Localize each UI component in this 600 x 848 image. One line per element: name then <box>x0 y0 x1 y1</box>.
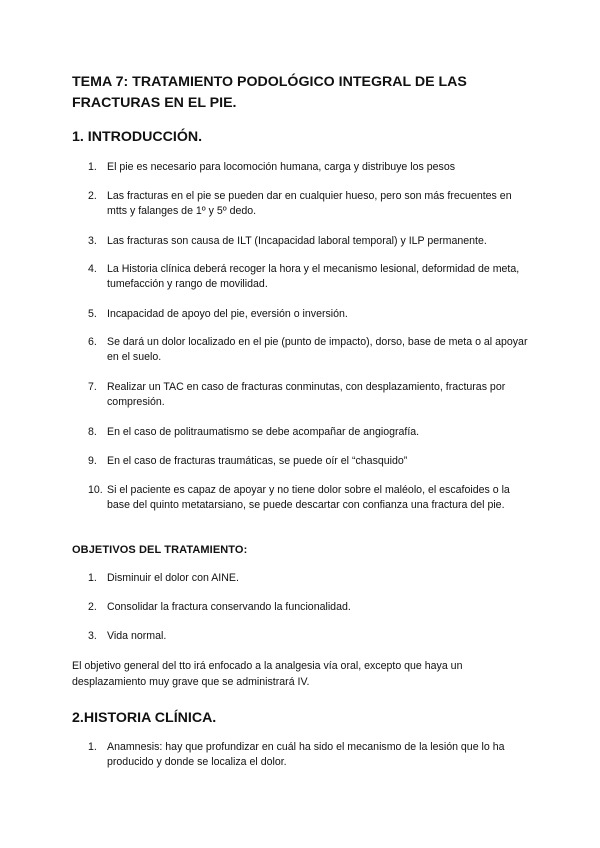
document-title: TEMA 7: TRATAMIENTO PODOLÓGICO INTEGRAL DE LAS FRACTURAS EN EL PIE. <box>72 74 467 111</box>
list-item-text: Se dará un dolor localizado en el pie (punto de impacto), dorso, base de meta o al apoyar en el suelo. <box>107 336 528 363</box>
list-item <box>88 234 528 249</box>
list-item-number: 1. <box>88 572 97 584</box>
list-item <box>88 454 528 469</box>
objectives-paragraph: El objetivo general del tto irá enfocado a la analgesia vía oral, excepto que haya un desplazamiento muy grave que se administrará IV. <box>72 660 463 688</box>
list-item <box>88 262 528 292</box>
list-item-text: El pie es necesario para locomoción humana, carga y distribuye los pesos <box>107 161 456 173</box>
section-heading-introduccion: 1. INTRODUCCIÓN. <box>72 129 203 145</box>
list-item-text: Disminuir el dolor con AINE. <box>107 572 239 584</box>
list-item-number: 1. <box>88 161 97 173</box>
objectives-heading: OBJETIVOS DEL TRATAMIENTO: <box>72 544 248 556</box>
list-item-number: 5. <box>88 308 97 320</box>
list-item-text: Incapacidad de apoyo del pie, eversión o inversión. <box>107 308 348 320</box>
list-item <box>88 160 528 175</box>
list-item <box>88 380 528 410</box>
list-item-number: 2. <box>88 601 97 613</box>
list-item-number: 3. <box>88 235 97 247</box>
list-item-number: 1. <box>88 741 97 753</box>
list-item-number: 3. <box>88 630 97 642</box>
list-item <box>88 740 528 770</box>
list-item-number: 4. <box>88 263 97 275</box>
list-item-text: La Historia clínica deberá recoger la hora y el mecanismo lesional, deformidad de meta, tumefacción y rango de movilidad. <box>107 263 520 290</box>
list-item-number: 10. <box>88 484 103 496</box>
list-item-text: Realizar un TAC en caso de fracturas conminutas, con desplazamiento, fracturas por compresión. <box>107 381 506 408</box>
list-item-number: 8. <box>88 426 97 438</box>
list-item <box>88 425 528 440</box>
section-heading-historia-clinica: 2.HISTORIA CLÍNICA. <box>72 710 217 726</box>
list-item <box>88 307 528 322</box>
list-item-text: Anamnesis: hay que profundizar en cuál ha sido el mecanismo de la lesión que lo ha producido y donde se localiza el dolor. <box>107 741 505 768</box>
list-item-text: En el caso de politraumatismo se debe acompañar de angiografía. <box>107 426 420 438</box>
list-item-number: 2. <box>88 190 97 202</box>
list-item <box>88 189 528 219</box>
list-item-text: Las fracturas son causa de ILT (Incapacidad laboral temporal) y ILP permanente. <box>107 235 487 247</box>
list-item-number: 6. <box>88 336 97 348</box>
list-item-text: Vida normal. <box>107 630 167 642</box>
list-item-text: En el caso de fracturas traumáticas, se puede oír el “chasquido” <box>107 455 408 467</box>
list-item <box>88 483 528 513</box>
list-item-number: 7. <box>88 381 97 393</box>
list-item <box>88 600 528 615</box>
list-item <box>88 571 528 586</box>
list-item <box>88 335 528 365</box>
list-item-text: Las fracturas en el pie se pueden dar en cualquier hueso, pero son más frecuentes en mtts y falanges de 1º y 5º dedo. <box>107 190 512 217</box>
list-item-number: 9. <box>88 455 97 467</box>
list-item-text: Consolidar la fractura conservando la funcionalidad. <box>107 601 351 613</box>
list-item <box>88 629 528 644</box>
list-item-text: Si el paciente es capaz de apoyar y no tiene dolor sobre el maléolo, el escafoides o la base del quinto metatarsiano, se puede descartar con confianza una fractura del pie. <box>107 484 510 511</box>
